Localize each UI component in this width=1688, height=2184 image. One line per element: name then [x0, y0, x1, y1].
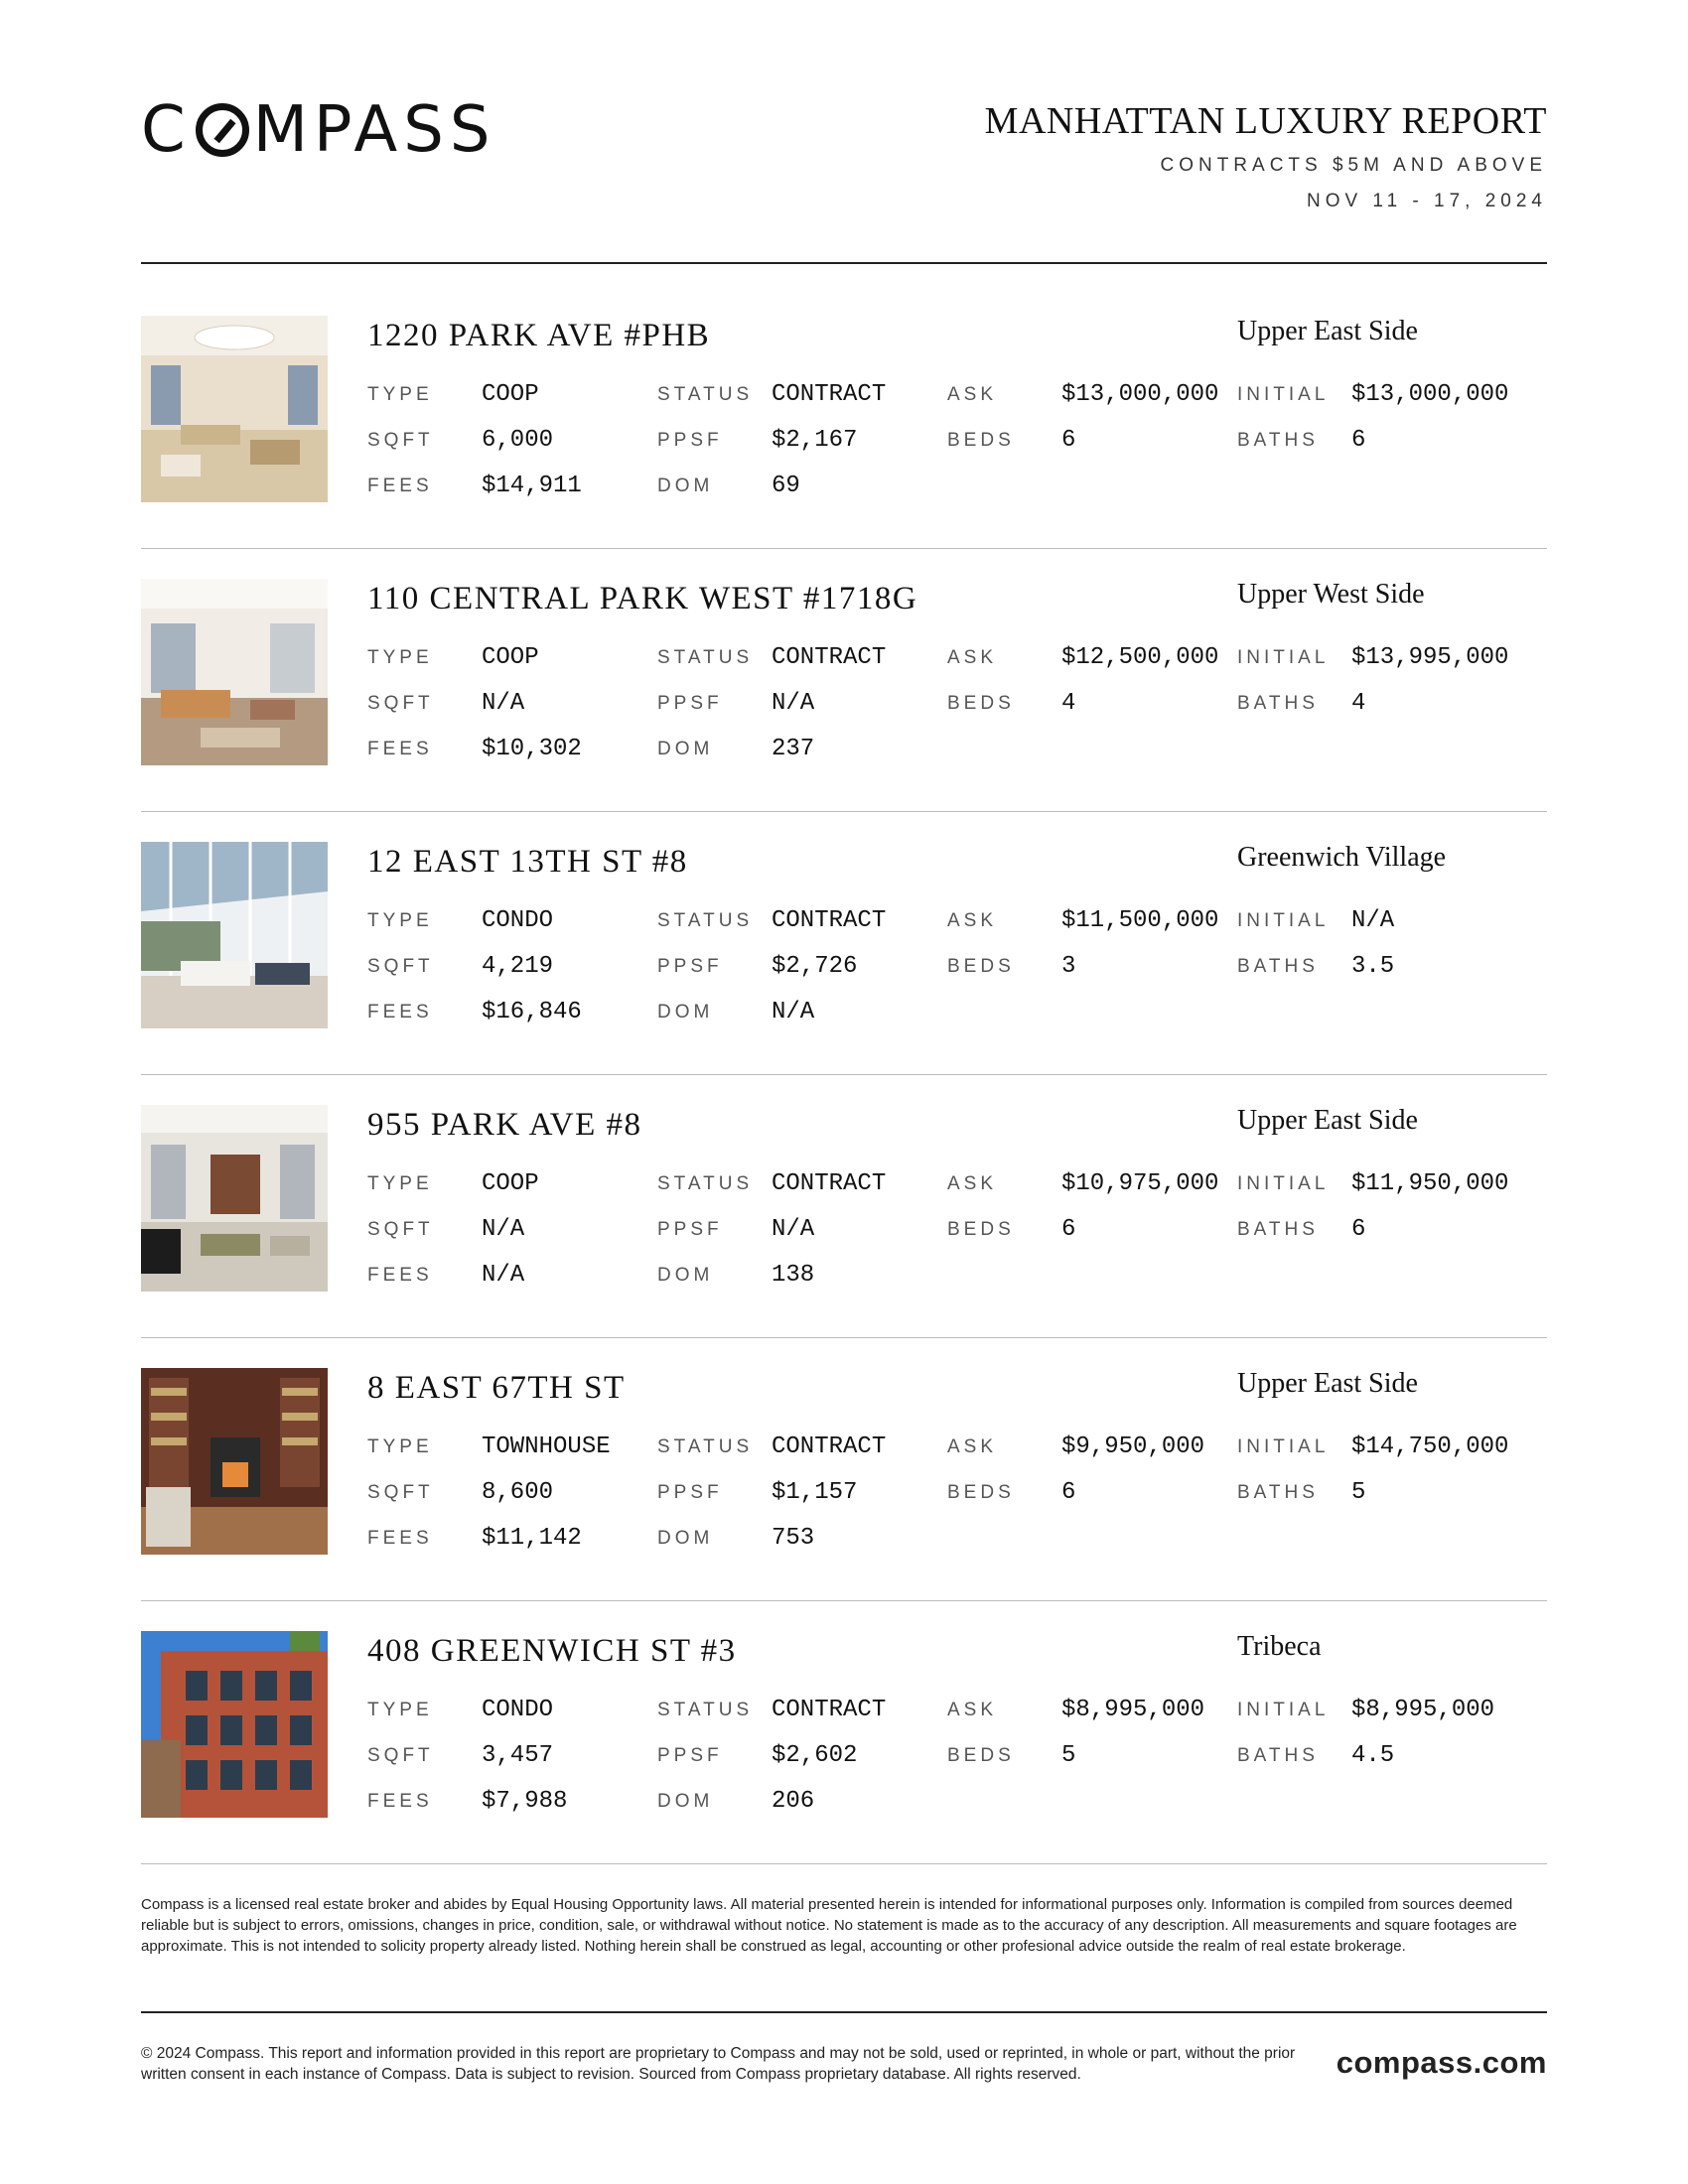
- compass-website-link[interactable]: compass.com: [1336, 2045, 1547, 2080]
- ask-label: ASK: [947, 910, 998, 931]
- sqft-value: N/A: [482, 690, 525, 717]
- details-row: [367, 473, 1547, 502]
- status-label: STATUS: [657, 910, 754, 931]
- details-row: [367, 953, 1547, 983]
- listing-card: [141, 1368, 1547, 1631]
- status-value: CONTRACT: [772, 1433, 887, 1460]
- sqft-value: 8,600: [482, 1479, 554, 1506]
- sqft-value: 3,457: [482, 1742, 554, 1769]
- initial-label: INITIAL: [1237, 647, 1330, 668]
- type-value: COOP: [482, 1170, 539, 1197]
- report-title: MANHATTAN LUXURY REPORT: [984, 100, 1547, 142]
- ppsf-value: $2,602: [772, 1742, 858, 1769]
- baths-value: 6: [1351, 1216, 1366, 1243]
- ppsf-value: $2,726: [772, 953, 858, 980]
- ppsf-value: $2,167: [772, 427, 858, 454]
- ppsf-value: N/A: [772, 690, 815, 717]
- type-value: COOP: [482, 381, 539, 408]
- fees-label: FEES: [367, 1528, 433, 1549]
- ask-label: ASK: [947, 1700, 998, 1720]
- type-value: COOP: [482, 644, 539, 671]
- property-neighborhood: Upper West Side: [1237, 579, 1425, 610]
- baths-label: BATHS: [1237, 1219, 1319, 1240]
- status-value: CONTRACT: [772, 381, 887, 408]
- property-neighborhood: Upper East Side: [1237, 1368, 1418, 1399]
- beds-value: 6: [1061, 427, 1076, 454]
- fees-label: FEES: [367, 739, 433, 759]
- property-address: 110 CENTRAL PARK WEST #1718G: [367, 581, 918, 616]
- sqft-label: SQFT: [367, 430, 434, 451]
- dom-label: DOM: [657, 739, 714, 759]
- baths-value: 4.5: [1351, 1742, 1395, 1769]
- sqft-label: SQFT: [367, 1745, 434, 1766]
- details-row: [367, 427, 1547, 457]
- compass-logo: [141, 95, 568, 165]
- fees-value: $14,911: [482, 473, 582, 499]
- details-row: [367, 690, 1547, 720]
- dom-value: 237: [772, 736, 815, 762]
- ask-label: ASK: [947, 1173, 998, 1194]
- status-value: CONTRACT: [772, 1697, 887, 1723]
- sqft-label: SQFT: [367, 1482, 434, 1503]
- baths-label: BATHS: [1237, 1745, 1319, 1766]
- status-value: CONTRACT: [772, 1170, 887, 1197]
- fees-label: FEES: [367, 476, 433, 496]
- type-label: TYPE: [367, 647, 433, 668]
- beds-label: BEDS: [947, 1745, 1015, 1766]
- logo-wordmark: C MPASS: [141, 93, 496, 167]
- property-photo: [141, 1105, 328, 1292]
- ppsf-value: $1,157: [772, 1479, 858, 1506]
- listing-card: [141, 842, 1547, 1105]
- initial-label: INITIAL: [1237, 910, 1330, 931]
- beds-label: BEDS: [947, 430, 1015, 451]
- listing-card: [141, 1105, 1547, 1368]
- initial-label: INITIAL: [1237, 1436, 1330, 1457]
- sqft-value: 6,000: [482, 427, 554, 454]
- details-row: [367, 907, 1547, 937]
- property-photo: [141, 1368, 328, 1555]
- initial-value: N/A: [1351, 907, 1395, 934]
- status-label: STATUS: [657, 1436, 754, 1457]
- property-neighborhood: Upper East Side: [1237, 1105, 1418, 1136]
- initial-label: INITIAL: [1237, 1700, 1330, 1720]
- listing-card: [141, 579, 1547, 842]
- details-row: [367, 1170, 1547, 1200]
- details-row: [367, 644, 1547, 674]
- fees-value: $11,142: [482, 1525, 582, 1552]
- type-label: TYPE: [367, 384, 433, 405]
- ask-value: $11,500,000: [1061, 907, 1219, 934]
- header-divider: [141, 262, 1547, 264]
- type-label: TYPE: [367, 1436, 433, 1457]
- sqft-label: SQFT: [367, 1219, 434, 1240]
- property-address: 8 EAST 67TH ST: [367, 1370, 626, 1406]
- fees-label: FEES: [367, 1791, 433, 1812]
- report-date-range: NOV 11 - 17, 2024: [1306, 191, 1547, 211]
- type-label: TYPE: [367, 1173, 433, 1194]
- details-row: [367, 381, 1547, 411]
- listing-card: [141, 1631, 1547, 1894]
- ppsf-label: PPSF: [657, 693, 723, 714]
- sqft-value: N/A: [482, 1216, 525, 1243]
- details-row: [367, 1788, 1547, 1818]
- initial-label: INITIAL: [1237, 1173, 1330, 1194]
- ppsf-label: PPSF: [657, 430, 723, 451]
- listing-divider: [141, 1074, 1547, 1075]
- ppsf-label: PPSF: [657, 956, 723, 977]
- ask-label: ASK: [947, 1436, 998, 1457]
- report-subtitle: CONTRACTS $5M AND ABOVE: [1160, 155, 1547, 176]
- dom-label: DOM: [657, 1265, 714, 1286]
- details-row: [367, 1697, 1547, 1726]
- initial-value: $13,000,000: [1351, 381, 1509, 408]
- listing-divider: [141, 548, 1547, 549]
- status-label: STATUS: [657, 647, 754, 668]
- initial-value: $14,750,000: [1351, 1433, 1509, 1460]
- disclaimer-text: Compass is a licensed real estate broker and abides by Equal Housing Opportunity laws. All material presented herein is intended for informational purposes only. Information is compiled from sources deemed reliable but is subject to errors, omissions, changes in price, condition, sale, or withdrawal without notice. No statement is made as to the accuracy of any description. All measurements and square footages are approximate. This is not intended to solicity property already listed. Nothing herein shall be construed as legal, accounting or other profesional advice outside the realm of real estate brokerage.: [141, 1896, 1517, 1955]
- baths-value: 3.5: [1351, 953, 1395, 980]
- beds-label: BEDS: [947, 1482, 1015, 1503]
- beds-value: 3: [1061, 953, 1076, 980]
- copyright-text: © 2024 Compass. This report and information provided in this report are proprietary to Compass and may not be sold, used or reprinted, in whole or part, without the prior written consent in each instance of Compass. Data is subject to revision. Sourced from Compass proprietary database. All rights reserved.: [141, 2045, 1296, 2083]
- status-value: CONTRACT: [772, 644, 887, 671]
- status-label: STATUS: [657, 384, 754, 405]
- initial-value: $13,995,000: [1351, 644, 1509, 671]
- dom-value: 753: [772, 1525, 815, 1552]
- status-value: CONTRACT: [772, 907, 887, 934]
- property-address: 12 EAST 13TH ST #8: [367, 844, 688, 880]
- details-row: [367, 1525, 1547, 1555]
- fees-value: N/A: [482, 1262, 525, 1289]
- listing-divider: [141, 1863, 1547, 1864]
- property-address: 408 GREENWICH ST #3: [367, 1633, 737, 1669]
- details-row: [367, 1742, 1547, 1772]
- ask-value: $8,995,000: [1061, 1697, 1205, 1723]
- baths-label: BATHS: [1237, 956, 1319, 977]
- listing-divider: [141, 811, 1547, 812]
- type-value: CONDO: [482, 1697, 554, 1723]
- ask-label: ASK: [947, 647, 998, 668]
- property-photo: [141, 579, 328, 765]
- listing-divider: [141, 1337, 1547, 1338]
- beds-value: 6: [1061, 1216, 1076, 1243]
- beds-label: BEDS: [947, 693, 1015, 714]
- property-address: 955 PARK AVE #8: [367, 1107, 642, 1143]
- sqft-value: 4,219: [482, 953, 554, 980]
- fees-value: $16,846: [482, 999, 582, 1025]
- beds-label: BEDS: [947, 956, 1015, 977]
- ask-value: $9,950,000: [1061, 1433, 1205, 1460]
- beds-value: 4: [1061, 690, 1076, 717]
- fees-value: $7,988: [482, 1788, 568, 1815]
- ppsf-label: PPSF: [657, 1745, 723, 1766]
- details-row: [367, 1262, 1547, 1292]
- property-photo: [141, 316, 328, 502]
- details-row: [367, 1479, 1547, 1509]
- logo-o-mark: [196, 103, 249, 157]
- dom-value: 138: [772, 1262, 815, 1289]
- baths-value: 5: [1351, 1479, 1366, 1506]
- property-neighborhood: Upper East Side: [1237, 316, 1418, 346]
- ask-value: $10,975,000: [1061, 1170, 1219, 1197]
- baths-label: BATHS: [1237, 693, 1319, 714]
- dom-label: DOM: [657, 1002, 714, 1023]
- status-label: STATUS: [657, 1700, 754, 1720]
- initial-value: $11,950,000: [1351, 1170, 1509, 1197]
- fees-label: FEES: [367, 1002, 433, 1023]
- ppsf-label: PPSF: [657, 1219, 723, 1240]
- baths-label: BATHS: [1237, 1482, 1319, 1503]
- ppsf-value: N/A: [772, 1216, 815, 1243]
- fees-label: FEES: [367, 1265, 433, 1286]
- sqft-label: SQFT: [367, 956, 434, 977]
- ppsf-label: PPSF: [657, 1482, 723, 1503]
- details-row: [367, 999, 1547, 1028]
- dom-value: N/A: [772, 999, 815, 1025]
- footer-divider: [141, 2011, 1547, 2013]
- beds-label: BEDS: [947, 1219, 1015, 1240]
- details-row: [367, 1433, 1547, 1463]
- ask-value: $12,500,000: [1061, 644, 1219, 671]
- beds-value: 6: [1061, 1479, 1076, 1506]
- ask-label: ASK: [947, 384, 998, 405]
- type-label: TYPE: [367, 1700, 433, 1720]
- listing-divider: [141, 1600, 1547, 1601]
- fees-value: $10,302: [482, 736, 582, 762]
- beds-value: 5: [1061, 1742, 1076, 1769]
- baths-value: 4: [1351, 690, 1366, 717]
- initial-label: INITIAL: [1237, 384, 1330, 405]
- type-value: CONDO: [482, 907, 554, 934]
- property-neighborhood: Tribeca: [1237, 1631, 1322, 1662]
- type-label: TYPE: [367, 910, 433, 931]
- sqft-label: SQFT: [367, 693, 434, 714]
- details-row: [367, 1216, 1547, 1246]
- property-neighborhood: Greenwich Village: [1237, 842, 1447, 873]
- details-row: [367, 736, 1547, 765]
- dom-label: DOM: [657, 1528, 714, 1549]
- status-label: STATUS: [657, 1173, 754, 1194]
- property-photo: [141, 1631, 328, 1818]
- initial-value: $8,995,000: [1351, 1697, 1495, 1723]
- baths-label: BATHS: [1237, 430, 1319, 451]
- dom-label: DOM: [657, 476, 714, 496]
- dom-value: 69: [772, 473, 800, 499]
- property-photo: [141, 842, 328, 1028]
- ask-value: $13,000,000: [1061, 381, 1219, 408]
- dom-value: 206: [772, 1788, 815, 1815]
- listing-card: [141, 316, 1547, 579]
- property-address: 1220 PARK AVE #PHB: [367, 318, 711, 353]
- type-value: TOWNHOUSE: [482, 1433, 611, 1460]
- baths-value: 6: [1351, 427, 1366, 454]
- dom-label: DOM: [657, 1791, 714, 1812]
